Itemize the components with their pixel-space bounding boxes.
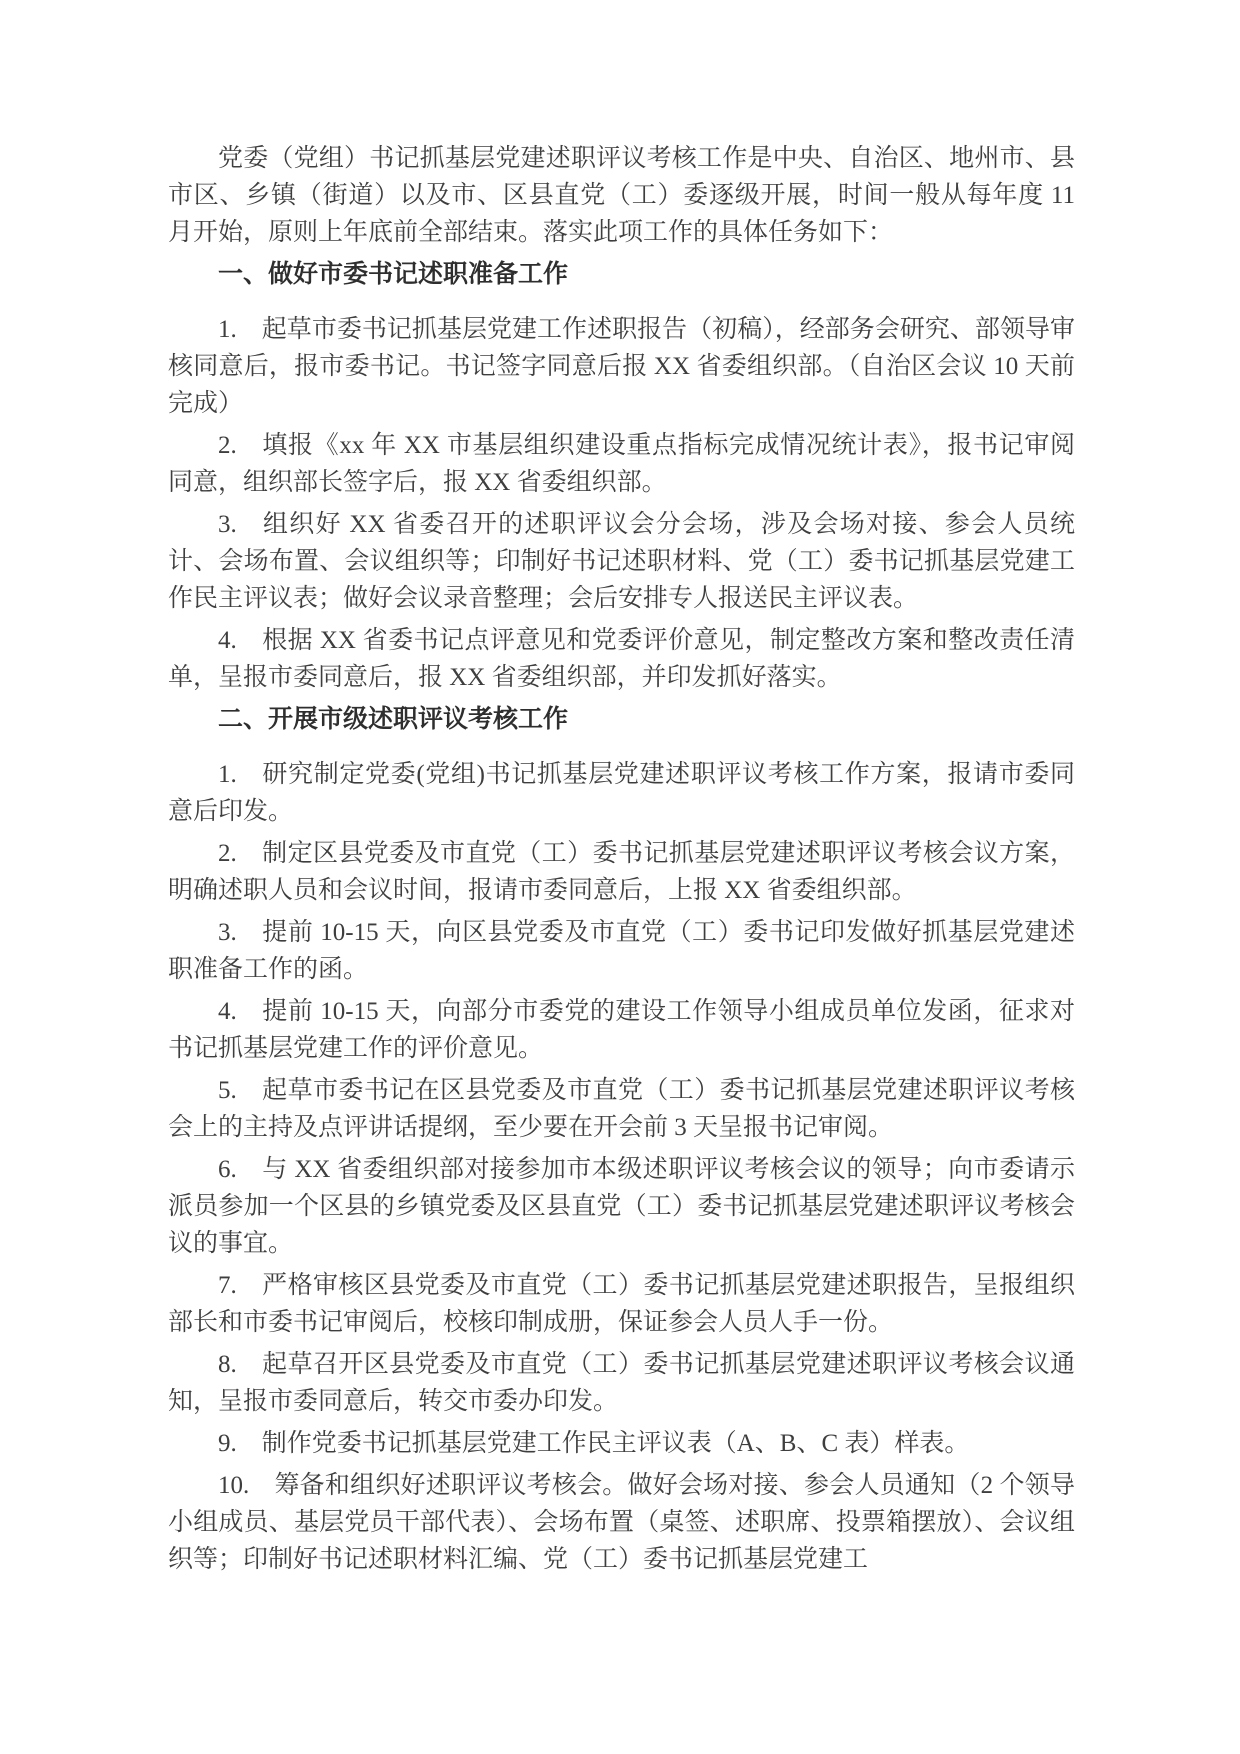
- section-2-item-6: 6. 与 XX 省委组织部对接参加市本级述职评议考核会议的领导；向市委请示派员参加一个区县的乡镇党委及区县直党（工）委书记抓基层党建述职评议考核会议的事宜。: [168, 1156, 1075, 1257]
- section-1-item-1: 1. 起草市委书记抓基层党建工作述职报告（初稿），经部务会研究、部领导审核同意后，报市委书记。书记签字同意后报 XX 省委组织部。（自治区会议 10 天前完成）: [168, 316, 1075, 417]
- section-2-item-10: 10. 筹备和组织好述职评议考核会。做好会场对接、参会人员通知（2 个领导小组成员、基层党员干部代表）、会场布置（桌签、述职席、投票箱摆放）、会议组织等；印制好书记述职材料汇编、党（工）委书记抓基层党建工: [168, 1472, 1075, 1573]
- section-2-item-9: 9. 制作党委书记抓基层党建工作民主评议表（A、B、C 表）样表。: [218, 1430, 970, 1457]
- section-2-item-7: 7. 严格审核区县党委及市直党（工）委书记抓基层党建述职报告，呈报组织部长和市委书记审阅后，校核印制成册，保证参会人员人手一份。: [168, 1272, 1075, 1336]
- section-1-heading: 一、做好市委书记述职准备工作: [218, 260, 569, 288]
- section-1-item-2: 2. 填报《xx 年 XX 市基层组织建设重点指标完成情况统计表》，报书记审阅同意，组织部长签字后，报 XX 省委组织部。: [168, 432, 1075, 496]
- section-2-item-8: 8. 起草召开区县党委及市直党（工）委书记抓基层党建述职评议考核会议通知，呈报市委同意后，转交市委办印发。: [168, 1351, 1075, 1415]
- section-2-item-5: 5. 起草市委书记在区县党委及市直党（工）委书记抓基层党建述职评议考核会上的主持及点评讲话提纲，至少要在开会前 3 天呈报书记审阅。: [168, 1077, 1075, 1141]
- section-2-item-3: 3. 提前 10-15 天，向区县党委及市直党（工）委书记印发做好抓基层党建述职准备工作的函。: [168, 919, 1075, 983]
- section-1-item-4: 4. 根据 XX 省委书记点评意见和党委评价意见，制定整改方案和整改责任清单，呈报市委同意后，报 XX 省委组织部，并印发抓好落实。: [168, 627, 1075, 691]
- section-2-heading: 二、开展市级述职评议考核工作: [218, 705, 569, 733]
- section-2-item-2: 2. 制定区县党委及市直党（工）委书记抓基层党建述职评议考核会议方案，明确述职人员和会议时间，报请市委同意后，上报 XX 省委组织部。: [168, 840, 1075, 904]
- section-2-item-4: 4. 提前 10-15 天，向部分市委党的建设工作领导小组成员单位发函，征求对书记抓基层党建工作的评价意见。: [168, 998, 1075, 1062]
- section-2-item-1: 1. 研究制定党委(党组)书记抓基层党建述职评议考核工作方案，报请市委同意后印发。: [168, 761, 1075, 825]
- intro-paragraph: 党委（党组）书记抓基层党建述职评议考核工作是中央、自治区、地州市、县市区、乡镇（街道）以及市、区县直党（工）委逐级开展，时间一般从每年度 11 月开始，原则上年底前全部结束。落实此项工作的具体任务如下：: [168, 145, 1075, 246]
- section-1-item-3: 3. 组织好 XX 省委召开的述职评议会分会场，涉及会场对接、参会人员统计、会场布置、会议组织等；印制好书记述职材料、党（工）委书记抓基层党建工作民主评议表；做好会议录音整理；会后安排专人报送民主评议表。: [168, 511, 1075, 612]
